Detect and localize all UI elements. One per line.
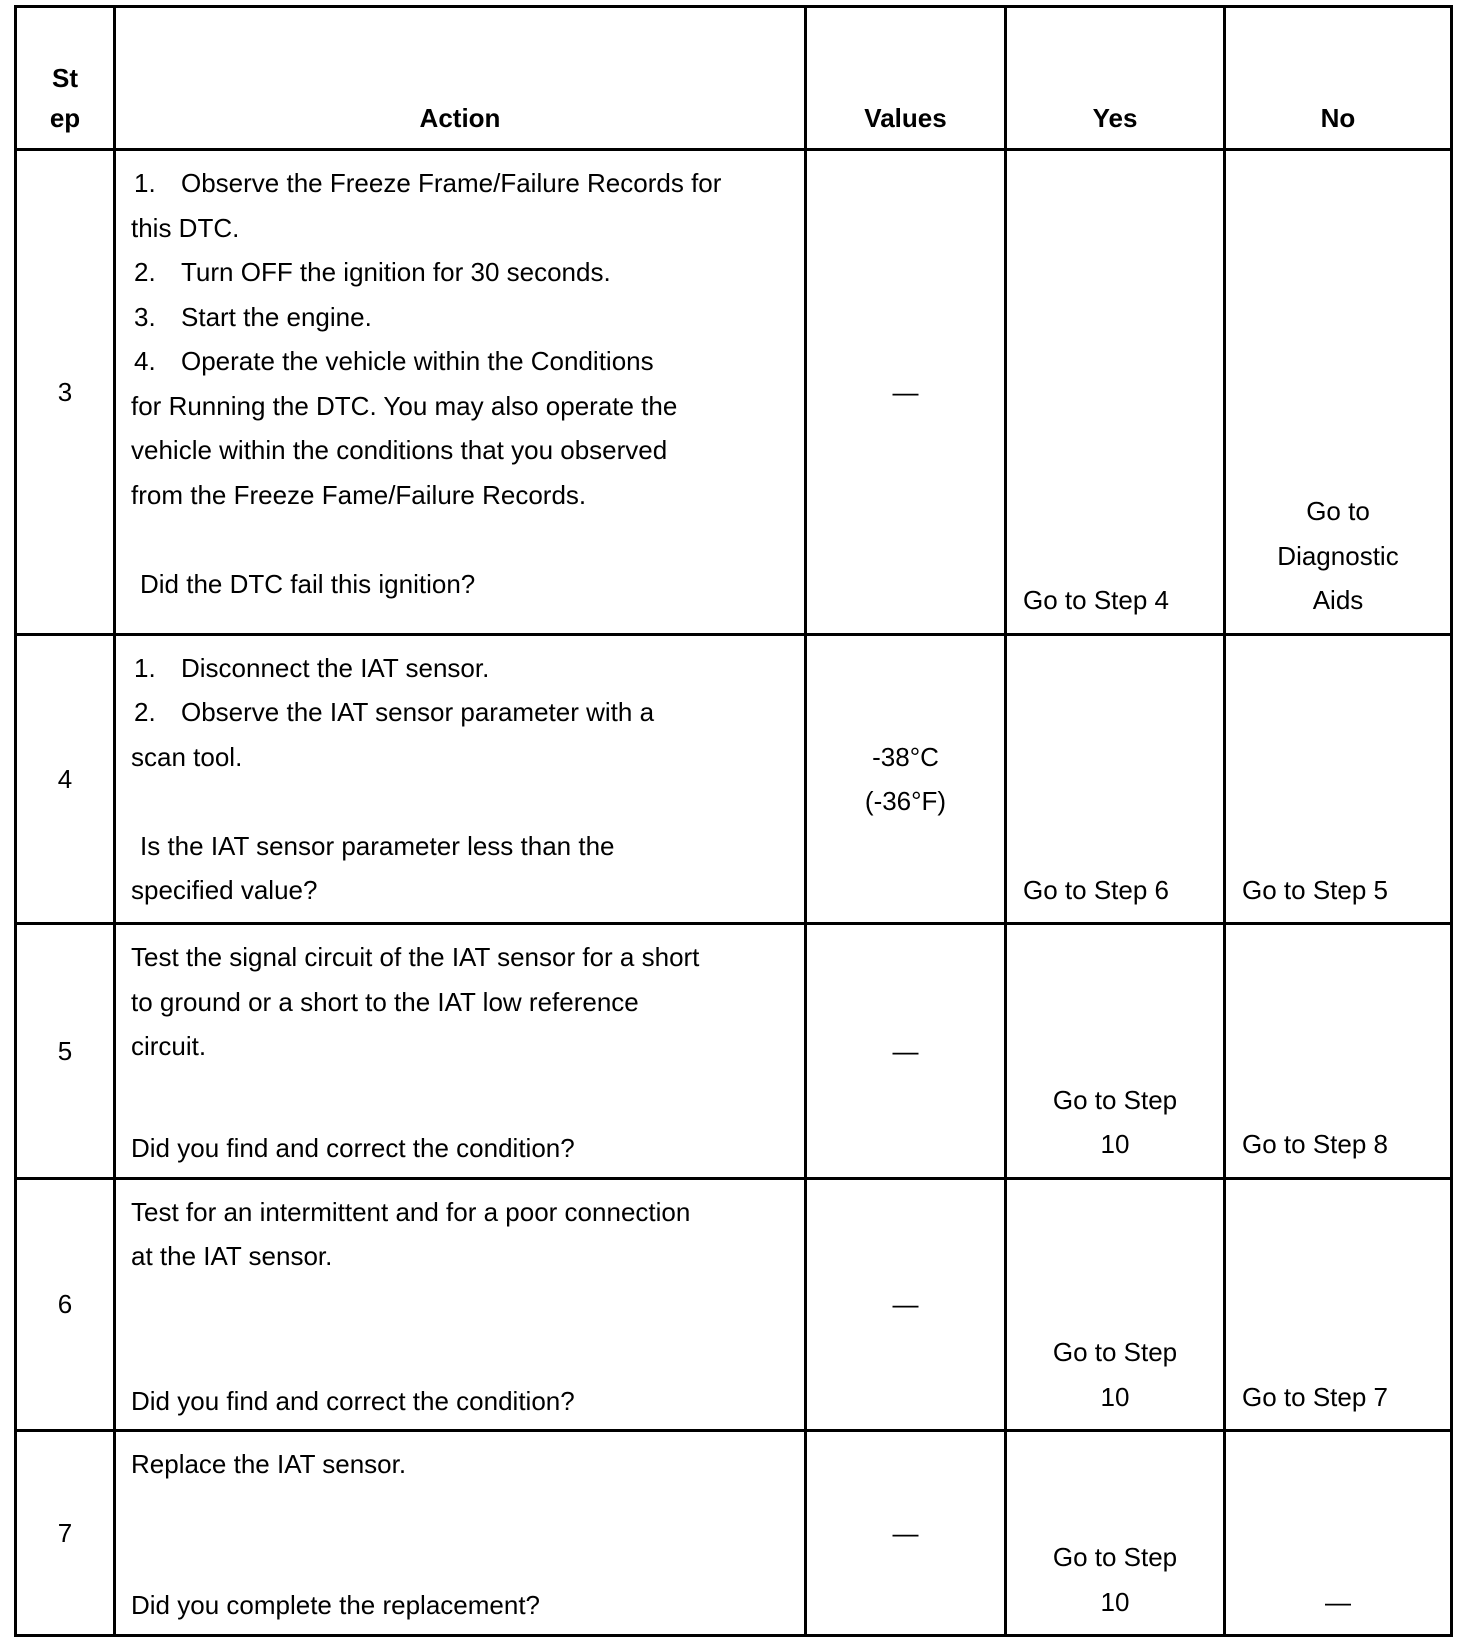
no-action: —: [1325, 1586, 1351, 1617]
action-line-number: 3.: [134, 301, 156, 332]
no-action: Go to Step 7: [1242, 1381, 1388, 1412]
action-line: [131, 690, 784, 735]
action-line: Test the signal circuit of the IAT sensor for a short: [131, 942, 700, 973]
action-cell: [115, 634, 806, 924]
action-line-text: Turn OFF the ignition for 30 seconds.: [181, 257, 611, 287]
yes-cell: [1006, 1178, 1225, 1431]
action-line: Replace the IAT sensor.: [131, 1449, 407, 1480]
yes-cell: [1006, 924, 1225, 1178]
no-cell: [1225, 634, 1452, 924]
header-step-line2: ep: [49, 103, 81, 133]
action-line-number: 4.: [134, 346, 156, 376]
action-line: [131, 161, 784, 206]
yes-action-line1: Go to Step: [1052, 1337, 1178, 1368]
no-cell: [1225, 924, 1452, 1178]
value-fahrenheit: (-36°F): [864, 786, 947, 817]
action-line: this DTC.: [131, 212, 240, 243]
values-cell: [806, 150, 1006, 635]
no-action: Go to Step 5: [1242, 874, 1388, 905]
yes-action: Go to Step 6: [1023, 874, 1169, 905]
action-line: scan tool.: [131, 741, 243, 772]
action-line-text: Operate the vehicle within the Conditions: [181, 346, 654, 376]
table-row: [16, 924, 1452, 1178]
header-row: [16, 7, 1452, 150]
no-action-line1: Go to: [1306, 496, 1370, 527]
action-line: for Running the DTC. You may also operate the: [131, 390, 678, 421]
table-row: [16, 1178, 1452, 1431]
no-cell: [1225, 1178, 1452, 1431]
no-action-line2: Diagnostic: [1277, 540, 1399, 571]
action-cell: [115, 150, 806, 635]
yes-action-line2: 10: [1100, 1381, 1130, 1412]
yes-cell: [1006, 634, 1225, 924]
action-cell: [115, 1178, 806, 1431]
yes-action-line2: 10: [1100, 1586, 1130, 1617]
action-line: [131, 339, 784, 384]
action-question: Did you find and correct the condition?: [131, 1385, 575, 1416]
no-cell: [1225, 150, 1452, 635]
header-step-line1: St: [52, 63, 78, 93]
action-question: specified value?: [131, 875, 318, 906]
header-yes: Yes: [1006, 7, 1225, 150]
step-number: 3: [16, 150, 115, 635]
value-celsius: -38°C: [872, 741, 939, 772]
table-row: [16, 634, 1452, 924]
action-line-number: 2.: [134, 697, 156, 728]
values-cell: [806, 634, 1006, 924]
action-line-text: Start the engine.: [181, 301, 372, 332]
action-line: vehicle within the conditions that you observed: [131, 435, 668, 465]
action-line: circuit.: [131, 1031, 207, 1062]
action-line: [131, 295, 784, 340]
values-cell: [806, 1431, 1006, 1636]
step-number: 5: [16, 924, 115, 1178]
value-dash: —: [892, 1517, 919, 1548]
values-cell: [806, 924, 1006, 1178]
step-number: 7: [16, 1431, 115, 1636]
values-cell: [806, 1178, 1006, 1431]
value-dash: —: [892, 1289, 919, 1320]
no-cell: [1225, 1431, 1452, 1636]
yes-action-line2: 10: [1100, 1129, 1130, 1160]
action-cell: [115, 924, 806, 1178]
action-line: at the IAT sensor.: [131, 1241, 333, 1272]
step-number: 6: [16, 1178, 115, 1431]
action-question: Did you find and correct the condition?: [131, 1132, 575, 1163]
table-row: [16, 1431, 1452, 1636]
action-line-text: Disconnect the IAT sensor.: [181, 652, 490, 683]
action-line-text: Observe the Freeze Frame/Failure Records for: [181, 168, 722, 198]
header-step: [16, 7, 115, 150]
yes-action-line1: Go to Step: [1052, 1084, 1178, 1115]
action-line: Test for an intermittent and for a poor connection: [131, 1196, 691, 1227]
step-number: 4: [16, 634, 115, 924]
action-line-text: Observe the IAT sensor parameter with a: [181, 697, 655, 728]
value-dash: —: [892, 1035, 919, 1066]
action-line-number: 1.: [134, 168, 156, 198]
header-no: No: [1225, 7, 1452, 150]
diagnostic-table: [14, 5, 1453, 1637]
action-question: Did you complete the replacement?: [131, 1589, 541, 1620]
no-action-line3: Aids: [1312, 585, 1364, 616]
yes-action-line1: Go to Step: [1052, 1542, 1178, 1572]
yes-cell: [1006, 150, 1225, 635]
action-line: from the Freeze Fame/Failure Records.: [131, 479, 587, 510]
action-line-number: 1.: [134, 652, 156, 683]
action-line: to ground or a short to the IAT low reference: [131, 986, 639, 1017]
no-action: Go to Step 8: [1242, 1129, 1388, 1160]
action-line-number: 2.: [134, 257, 156, 287]
header-action: Action: [115, 7, 806, 150]
action-line: [131, 646, 784, 691]
value-dash: —: [892, 376, 919, 407]
action-question: Is the IAT sensor parameter less than the: [140, 830, 615, 861]
yes-action: Go to Step 4: [1023, 585, 1169, 616]
action-cell: [115, 1431, 806, 1636]
header-values: Values: [806, 7, 1006, 150]
action-question: Did the DTC fail this ignition?: [140, 568, 476, 599]
table-row: [16, 150, 1452, 635]
action-line: [131, 250, 784, 295]
yes-cell: [1006, 1431, 1225, 1636]
